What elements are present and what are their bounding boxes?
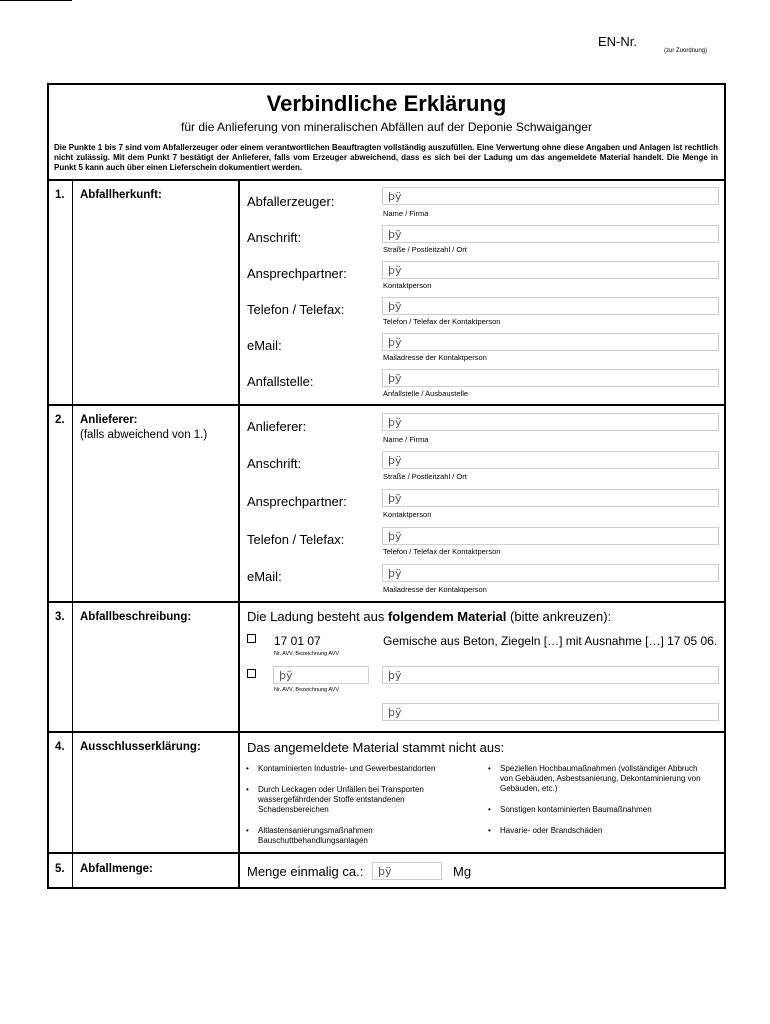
s1-hint-abfallerzeuger: Name / Firma (383, 209, 429, 218)
bullet-dot: • (246, 785, 249, 794)
bullet-dot: • (246, 826, 249, 835)
divider-4 (47, 731, 726, 733)
s5-field-menge[interactable]: þÿ (372, 862, 442, 880)
s3-intro-bold: folgendem Material (387, 609, 507, 624)
s2-label-email: eMail: (247, 569, 282, 584)
divider-3 (47, 601, 726, 603)
divider-1 (47, 179, 726, 181)
divider-2 (47, 404, 726, 406)
s1-hint-email: Mailadresse der Kontaktperson (383, 353, 487, 362)
en-nr-label: EN-Nr. (598, 34, 637, 49)
s3-field-avv-bezeichnung[interactable]: þÿ (382, 666, 719, 684)
section-2-heading-sub: (falls abweichend von 1.) (80, 429, 208, 441)
s4-left-bullet-1-text: Kontaminierten Industrie- und Gewerbestandorten (258, 764, 436, 773)
s4-right-bullet-1 (488, 764, 705, 794)
s4-left-bullet-3-text: Altlastensanierungsmaßnahmen Bauschuttbehandlungsanlagen (258, 826, 373, 845)
frame-top (47, 83, 726, 85)
bullet-dot: • (488, 826, 491, 835)
frame-bottom (47, 887, 726, 889)
s1-hint-telefon: Telefon / Telefax der Kontaktperson (383, 317, 501, 326)
bullet-dot: • (488, 805, 491, 814)
s2-field-anschrift[interactable]: þÿ (382, 451, 719, 469)
intro-text: Die Punkte 1 bis 7 sind vom Abfallerzeuger oder einem verantwortlichen Beauftragten vollständig auszufüllen. Eine Verwertung ohne diese Angaben und Anlagen ist rechtlich nicht zulässig. Mit dem Punkt 7 bestätigt der Anlieferer, falls vom Erzeuger abweichend, dass es sich bei der Ladung um das angemeldete Material handelt. Die Menge in Punkt 5 kann auch über einen Lieferschein dokumentiert werden. (54, 143, 718, 172)
s2-field-ansprechpartner[interactable]: þÿ (382, 489, 719, 507)
en-nr-sub: (zur Zuordnung) (664, 48, 708, 54)
s4-left-bullet-2-text: Durch Leckagen oder Unfällen bei Transporten wassergefährdender Stoffe entstandenen Schadensbereichen (258, 785, 424, 814)
s1-label-abfallerzeuger: Abfallerzeuger: (247, 194, 335, 209)
s2-label-ansprechpartner: Ansprechpartner: (247, 494, 347, 509)
col-heading-line (238, 180, 240, 888)
s1-field-abfallerzeuger[interactable]: þÿ (382, 187, 719, 205)
s4-right-bullet-2 (488, 805, 710, 815)
s2-field-telefon[interactable]: þÿ (382, 527, 719, 545)
s1-field-email[interactable]: þÿ (382, 333, 719, 351)
s4-left-bullet-1 (246, 764, 468, 774)
s1-label-ansprechpartner: Ansprechpartner: (247, 266, 347, 281)
s1-hint-anschrift: Straße / Postleitzahl / Ort (383, 245, 467, 254)
s3-checkbox-1[interactable] (247, 634, 256, 643)
section-3-number: 3. (55, 611, 65, 623)
s4-right-bullet-1-text: Speziellen Hochbaumaßnahmen (vollständiger Abbruch von Gebäuden, Asbestsanierung, Dekontaminierung von Gebäuden, etc.) (500, 764, 701, 793)
s1-label-telefon: Telefon / Telefax: (247, 302, 345, 317)
bullet-dot: • (488, 764, 491, 773)
s2-label-anlieferer: Anlieferer: (247, 419, 307, 434)
s4-right-bullet-3-text: Havarie- oder Brandschäden (500, 826, 603, 835)
s1-hint-ansprechpartner: Kontaktperson (383, 281, 432, 290)
section-4-heading: Ausschlusserklärung: (80, 741, 201, 753)
s3-field-avv-nr[interactable]: þÿ (273, 666, 369, 684)
bullet-dot: • (246, 764, 249, 773)
en-nr-line[interactable] (0, 0, 72, 1)
frame-right (724, 83, 726, 889)
s2-hint-anschrift: Straße / Postleitzahl / Ort (383, 472, 467, 481)
s1-field-ansprechpartner[interactable]: þÿ (382, 261, 719, 279)
s3-option1-code: 17 01 07 (274, 634, 321, 648)
s5-unit: Mg (453, 864, 472, 879)
section-2-heading: Anlieferer: (80, 414, 138, 426)
s3-intro-post: (bitte ankreuzen): (506, 609, 612, 624)
page-title: Verbindliche Erklärung (266, 91, 507, 116)
section-3-heading: Abfallbeschreibung: (80, 611, 192, 623)
col-num-line (72, 180, 73, 888)
s1-field-telefon[interactable]: þÿ (382, 297, 719, 315)
s3-option1-desc: Gemische aus Beton, Ziegeln […] mit Ausnahme […] 17 05 06. (383, 634, 718, 648)
section-4-number: 4. (55, 741, 65, 753)
s1-label-anfallstelle: Anfallstelle: (247, 374, 314, 389)
divider-5 (47, 852, 726, 854)
page-subtitle: für die Anlieferung von mineralischen Abfällen auf der Deponie Schwaiganger (181, 120, 592, 134)
s2-label-anschrift: Anschrift: (247, 456, 302, 471)
section-1-heading: Abfallherkunft: (80, 189, 162, 201)
s4-left-bullet-2 (246, 785, 458, 815)
s3-checkbox-2[interactable] (247, 669, 256, 678)
s1-label-email: eMail: (247, 338, 282, 353)
s3-avv-hint-2: Nr. AVV, Bezeichnung AVV (274, 687, 340, 693)
s3-avv-hint-1: Nr. AVV, Bezeichnung AVV (274, 651, 340, 657)
s3-field-extra[interactable]: þÿ (382, 703, 719, 721)
s4-right-bullet-2-text: Sonstigen kontaminierten Baumaßnahmen (500, 805, 652, 814)
frame-left (47, 83, 49, 889)
s4-left-bullet-3 (246, 826, 408, 846)
s2-hint-anlieferer: Name / Firma (383, 435, 429, 444)
s1-hint-anfallstelle: Anfallstelle / Ausbaustelle (383, 389, 469, 398)
section-5-number: 5. (55, 863, 65, 875)
section-1-number: 1. (55, 189, 65, 201)
s2-hint-ansprechpartner: Kontaktperson (383, 510, 432, 519)
s1-field-anfallstelle[interactable]: þÿ (382, 369, 719, 387)
s3-intro-pre: Die Ladung besteht aus (247, 609, 388, 624)
s1-label-anschrift: Anschrift: (247, 230, 302, 245)
s5-label: Menge einmalig ca.: (247, 864, 364, 879)
s4-right-bullet-3 (488, 826, 710, 836)
s3-intro (247, 609, 611, 624)
section-2-number: 2. (55, 414, 65, 426)
section-5-heading: Abfallmenge: (80, 863, 153, 875)
s1-field-anschrift[interactable]: þÿ (382, 225, 719, 243)
s4-intro: Das angemeldete Material stammt nicht aus: (247, 740, 505, 755)
s2-hint-email: Mailadresse der Kontaktperson (383, 585, 487, 594)
s2-label-telefon: Telefon / Telefax: (247, 532, 345, 547)
s2-hint-telefon: Telefon / Telefax der Kontaktperson (383, 547, 501, 556)
s2-field-email[interactable]: þÿ (382, 564, 719, 582)
s2-field-anlieferer[interactable]: þÿ (382, 413, 719, 431)
